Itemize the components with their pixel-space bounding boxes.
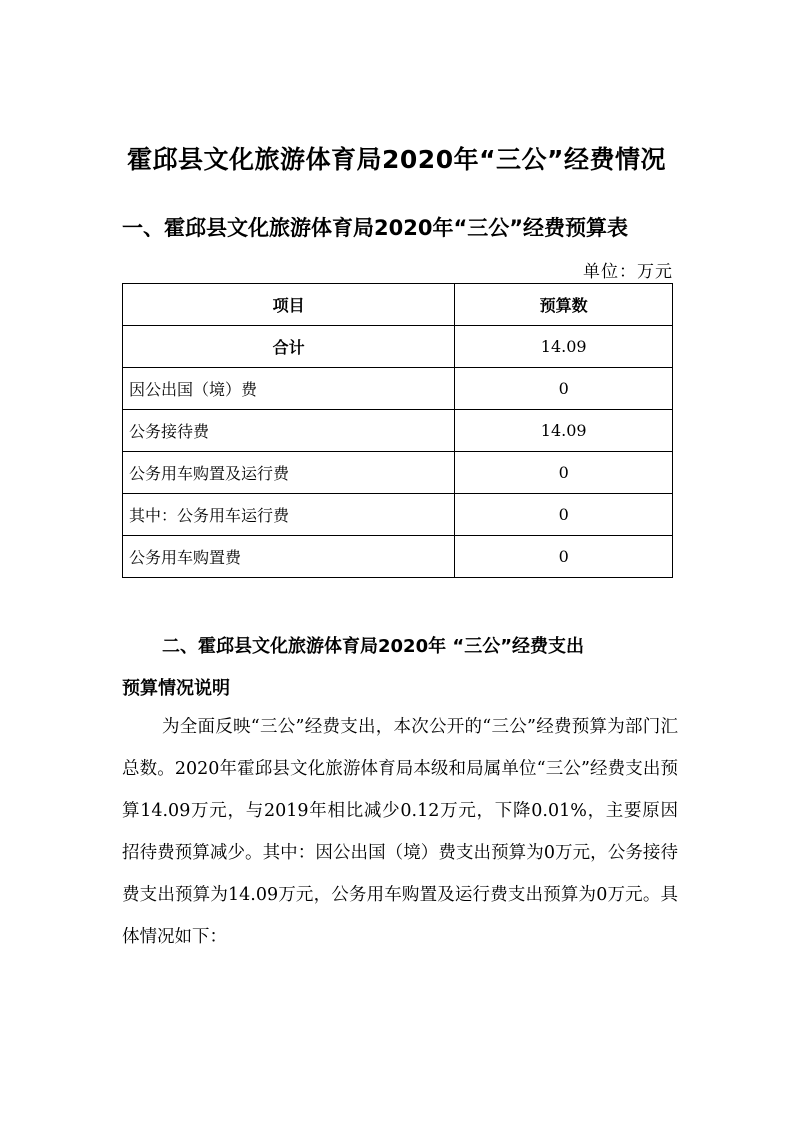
row-value: 14.09	[455, 410, 673, 452]
table-row	[123, 410, 673, 452]
row-label: 其中：公务用车运行费	[123, 494, 455, 536]
row-value: 0	[455, 368, 673, 410]
table-row	[123, 326, 673, 368]
section-heading-budget-table: 一、霍邱县文化旅游体育局2020年“三公”经费预算表	[122, 216, 629, 240]
row-label: 公务用车购置费	[123, 536, 455, 578]
page-title: 霍邱县文化旅游体育局2020年“三公”经费情况	[127, 145, 666, 174]
section-heading-explanation	[122, 626, 677, 710]
header-item: 项目	[123, 284, 455, 326]
row-value: 0	[455, 536, 673, 578]
table-row	[123, 452, 673, 494]
budget-table	[122, 283, 673, 578]
table-row	[123, 494, 673, 536]
table-row	[123, 536, 673, 578]
row-value: 0	[455, 494, 673, 536]
table-row	[123, 368, 673, 410]
unit-label: 单位：万元	[583, 262, 673, 282]
row-label: 公务用车购置及运行费	[123, 452, 455, 494]
row-label-total: 合计	[123, 326, 455, 368]
row-label: 因公出国（境）费	[123, 368, 455, 410]
header-budget: 预算数	[455, 284, 673, 326]
row-value: 0	[455, 452, 673, 494]
explanation-paragraph: 为全面反映“三公”经费支出，本次公开的“三公”经费预算为部门汇总数。2020年霍邱县文化旅游体育局本级和局属单位“三公”经费支出预算14.09万元，与2019年相比减少0.12万元，下降0.01%，主要原因招待费预算减少。其中：因公出国（境）费支出预算为0万元，公务接待费支出预算为14.09万元，公务用车购置及运行费支出预算为0万元。具体情况如下：	[122, 717, 678, 947]
section2-heading-line1: 二、霍邱县文化旅游体育局2020年 “三公”经费支出	[162, 636, 585, 657]
row-value-total: 14.09	[455, 326, 673, 368]
row-label: 公务接待费	[123, 410, 455, 452]
section2-heading-line2: 预算情况说明	[122, 678, 230, 699]
table-header-row	[123, 284, 673, 326]
